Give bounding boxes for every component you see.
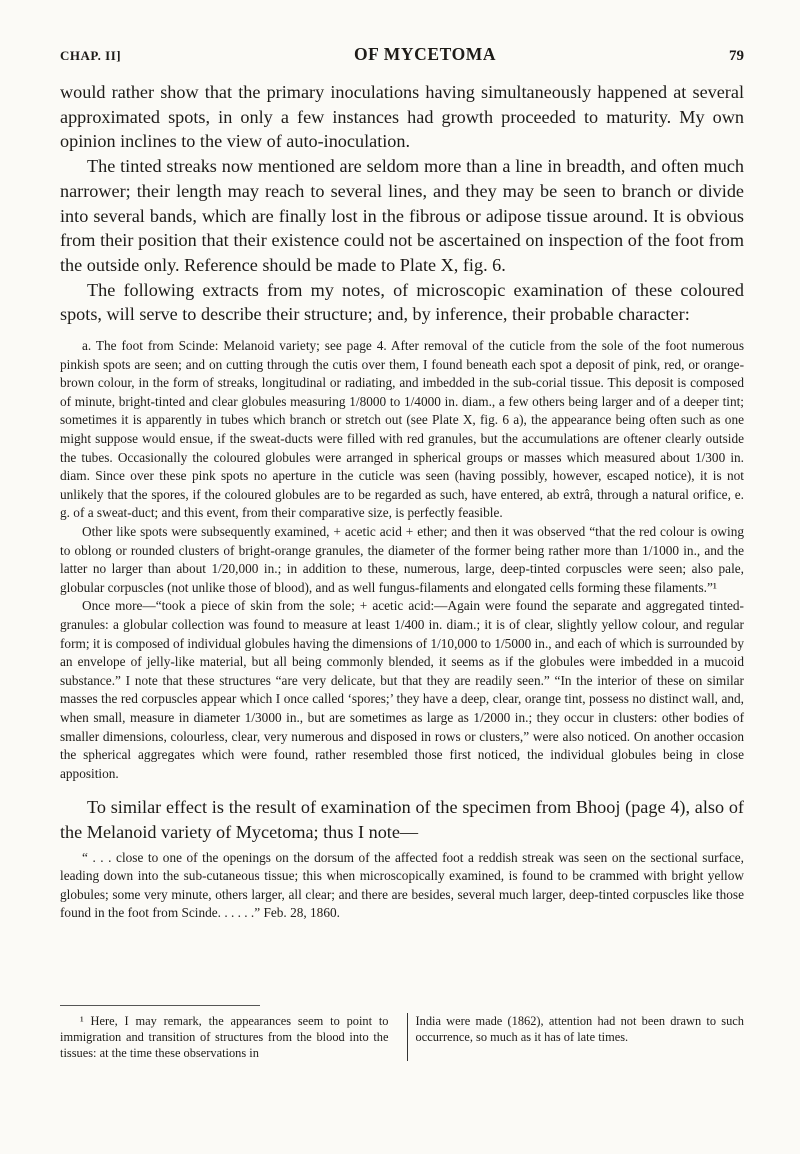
footnote [60,1013,744,1061]
extract-paragraph: Once more—“took a piece of skin from the sole; + acetic acid:—Again were found the separate and aggregated tinted-granules: a globular collection was found to measure at least 1/400 in. diam.; it is of clear, slightly yellow colour, and regular form; it is composed of individual globules having the dimensions of 1/10,000 to 1/5000 in., and each of which is surrounded by an envelope of jelly-like material, but all being commonly blended, it seems as if the globules were imbedded in a mucoid substance.” I note that these structures “are very delicate, but that they are readily seen.” “In the interior of these on similar masses the red corpuscles appear which I once called ‘spores;’ they have a deep, clear, orange tint, possess no distinct wall, and, when small, measure in diameter 1/3000 in., but are sometimes as large as 1/2000 in.; they occur in clusters: other bodies of smaller dimensions, colourless, clear, very numerous and disposed in rows or clusters,” were also noticed. On another occasion the spherical aggregates which were found, rather resembled those first noticed, the individual globules being in close apposition. [60,598,744,781]
running-header [60,44,744,65]
extract-paragraph: “ . . . close to one of the openings on the dorsum of the affected foot a reddish streak was seen on the sectional surface, leading down into the sub-cutaneous tissue; this when microscopically examined, is found to be crammed with bright yellow globules; some very minute, others larger, all clear; and there are besides, several much larger, deep-tinted corpuscles like those found in the foot from Scinde. . . . . .” Feb. 28, 1860. [60,849,744,921]
page-body [60,80,744,923]
bhooj-note [60,849,744,923]
chapter-label: CHAP. II] [60,48,122,63]
extract-paragraph: a. The foot from Scinde: Melanoid variety; see page 4. After removal of the cuticle from the sole of the foot numerous pinkish spots are seen; and on cutting through the cutis over them, I found beneath each spot a deposit of pink, red, or orange-brown colour, in the form of streaks, longitudinal or radiating, and imbedded in the sub-corial tissue. This deposit is composed of minute, bright-tinted and clear globules measuring 1/8000 to 1/4000 in. diam., a few others being larger and of a deeper tint; sometimes it is apparently in tubes which branch or stretch out (see Plate X, fig. 6 a), the appearance being often such as one might suppose would ensue, if the sweat-ducts were filled with red granules, but the accumulations are oftener clearly outside the tubes. Occasionally the coloured globules were arranged in spherical groups or masses which measured about 1/300 in. diam. Since over these pink spots no aperture in the cuticle was seen (having possibly, however, escaped notice), it is not unlikely that the spores, if the coloured globules are to be regarded as such, have entered, ab extrâ, through a natural orifice, e. g. of a sweat-duct; and this event, from their comparative size, is perfectly feasible. [60,338,744,521]
paragraph: The following extracts from my notes, of microscopic examination of these coloured spots, will serve to describe their structure; and, by inference, their probable character: [60,279,744,325]
footnote-rule [60,1005,260,1006]
paragraph: To similar effect is the result of examination of the specimen from Bhooj (page 4), also of the Melanoid variety of Mycetoma; thus I note— [60,797,744,842]
transition-text [60,795,744,844]
paragraph: would rather show that the primary inoculations having simultaneously happened at several approximated spots, in only a few instances had growth proceeded to maturity. My own opinion inclines to the view of auto-inoculation. [60,82,744,152]
extracts [60,337,744,783]
footnote-left-column: ¹ Here, I may remark, the appearances seem to point to immigration and transition of structures from the blood into the tissues: at the time these observations in [60,1014,389,1060]
footnote-right-column: India were made (1862), attention had not been drawn to such occurrence, so much as it has of late times. [407,1013,745,1061]
page-number: 79 [729,48,744,64]
running-title: OF MYCETOMA [353,44,497,64]
paragraph: The tinted streaks now mentioned are seldom more than a line in breadth, and often much narrower; their length may reach to several lines, and they may be seen to branch or divide into several bands, which are finally lost in the fibrous or adipose tissue around. It is obvious from their position that their existence could not be ascertained on inspection of the foot from the outside only. Reference should be made to Plate X, fig. 6. [60,156,744,275]
main-text [60,80,744,327]
extract-paragraph: Other like spots were subsequently examined, + acetic acid + ether; and then it was observed “that the red colour is owing to oblong or rounded clusters of bright-orange granules, the diameter of the former being rather more than 1/1000 in., and the latter no larger than about 1/20,000 in.; in addition to these, numerous, large, deep-tinted corpuscles were seen; also pale, globular corpuscles (not unlike those of blood), and as well fungus-filaments and elongated cells forming these filaments.”¹ [60,523,744,595]
